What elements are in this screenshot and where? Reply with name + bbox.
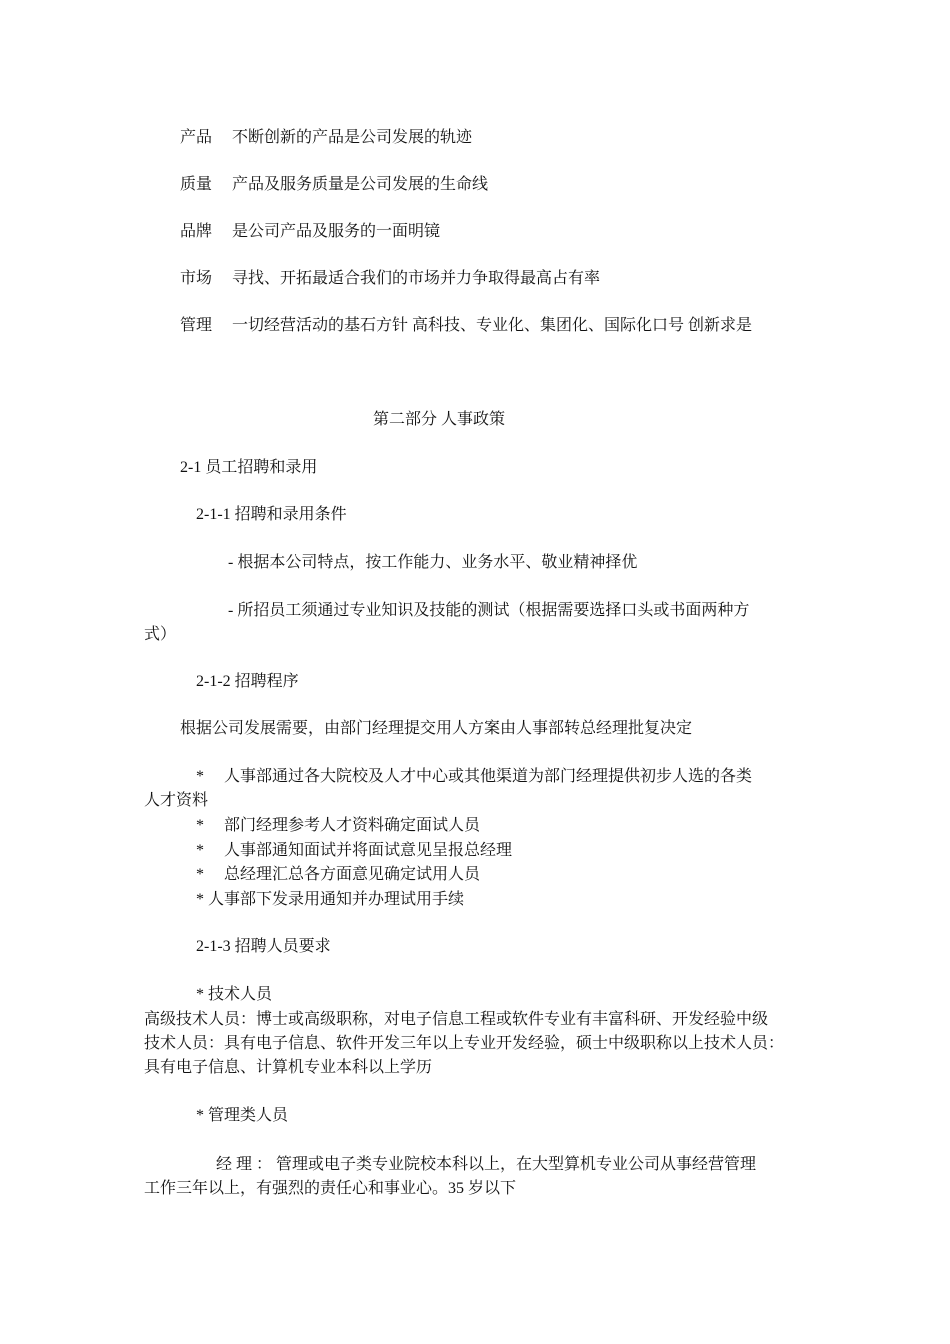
value-label: 管理	[180, 317, 213, 334]
procedure-intro: 根据公司发展需要，由部门经理提交用人方案由人事部转总经理批复决定	[180, 720, 693, 737]
value-text: 是公司产品及服务的一面明镜	[232, 223, 441, 240]
bullet-marker: *	[196, 866, 204, 883]
procedure-step-2	[196, 814, 480, 838]
step-text: 人事部通知面试并将面试意见呈报总经理	[224, 842, 513, 859]
procedure-step-4	[196, 863, 480, 887]
manager-requirement-line-1: 经 理 ： 管理或电子类专业院校本科以上，在大型算机专业公司从事经营管理	[216, 1156, 757, 1173]
value-text: 一切经营活动的基石方针 高科技、专业化、集团化、国际化口号 创新求是	[232, 317, 753, 334]
manager-requirement-line-2: 工作三年以上，有强烈的责任心和事业心。35 岁以下	[144, 1180, 517, 1197]
tech-staff-line-2: 技术人员：具有电子信息、软件开发三年以上专业开发经验，硕士中级职称以上技术人员：	[144, 1035, 785, 1052]
condition-item-2-cont: 式）	[144, 626, 177, 643]
value-text: 产品及服务质量是公司发展的生命线	[232, 176, 489, 193]
tech-staff-heading: * 技术人员	[196, 986, 273, 1003]
value-label: 品牌	[180, 223, 213, 240]
procedure-step-5: * 人事部下发录用通知并办理试用手续	[196, 891, 465, 908]
value-label: 质量	[180, 176, 213, 193]
bullet-marker: *	[196, 817, 204, 834]
value-item-management	[180, 314, 752, 338]
step-text: 部门经理参考人才资料确定面试人员	[224, 817, 481, 834]
value-text: 寻找、开拓最适合我们的市场并力争取得最高占有率	[232, 270, 601, 287]
bullet-marker: *	[196, 768, 204, 785]
value-label: 产品	[180, 129, 213, 146]
value-item-product	[180, 126, 472, 150]
condition-item-2: - 所招员工须通过专业知识及技能的测试（根据需要选择口头或书面两种方	[228, 602, 750, 619]
mgmt-staff-heading: * 管理类人员	[196, 1107, 289, 1124]
tech-staff-line-3: 具有电子信息、计算机专业本科以上学历	[144, 1059, 433, 1076]
value-text: 不断创新的产品是公司发展的轨迹	[232, 129, 473, 146]
heading-2-1: 2-1 员工招聘和录用	[180, 459, 318, 476]
step-text: 总经理汇总各方面意见确定试用人员	[224, 866, 481, 883]
procedure-step-1-cont: 人才资料	[144, 792, 209, 809]
step-text: 人事部通过各大院校及人才中心或其他渠道为部门经理提供初步人选的各类	[224, 768, 753, 785]
value-item-brand	[180, 220, 440, 244]
value-item-market	[180, 267, 600, 291]
procedure-step-3	[196, 839, 512, 863]
heading-2-1-3: 2-1-3 招聘人员要求	[196, 938, 331, 955]
value-label: 市场	[180, 270, 213, 287]
condition-item-1: - 根据本公司特点，按工作能力、业务水平、敬业精神择优	[228, 554, 638, 571]
heading-2-1-1: 2-1-1 招聘和录用条件	[196, 506, 347, 523]
bullet-marker: *	[196, 842, 204, 859]
procedure-step-1	[196, 765, 752, 789]
value-item-quality	[180, 173, 488, 197]
heading-2-1-2: 2-1-2 招聘程序	[196, 673, 299, 690]
tech-staff-line-1: 高级技术人员：博士或高级职称，对电子信息工程或软件专业有丰富科研、开发经验中级	[144, 1011, 769, 1028]
section-title: 第二部分 人事政策	[373, 411, 506, 428]
